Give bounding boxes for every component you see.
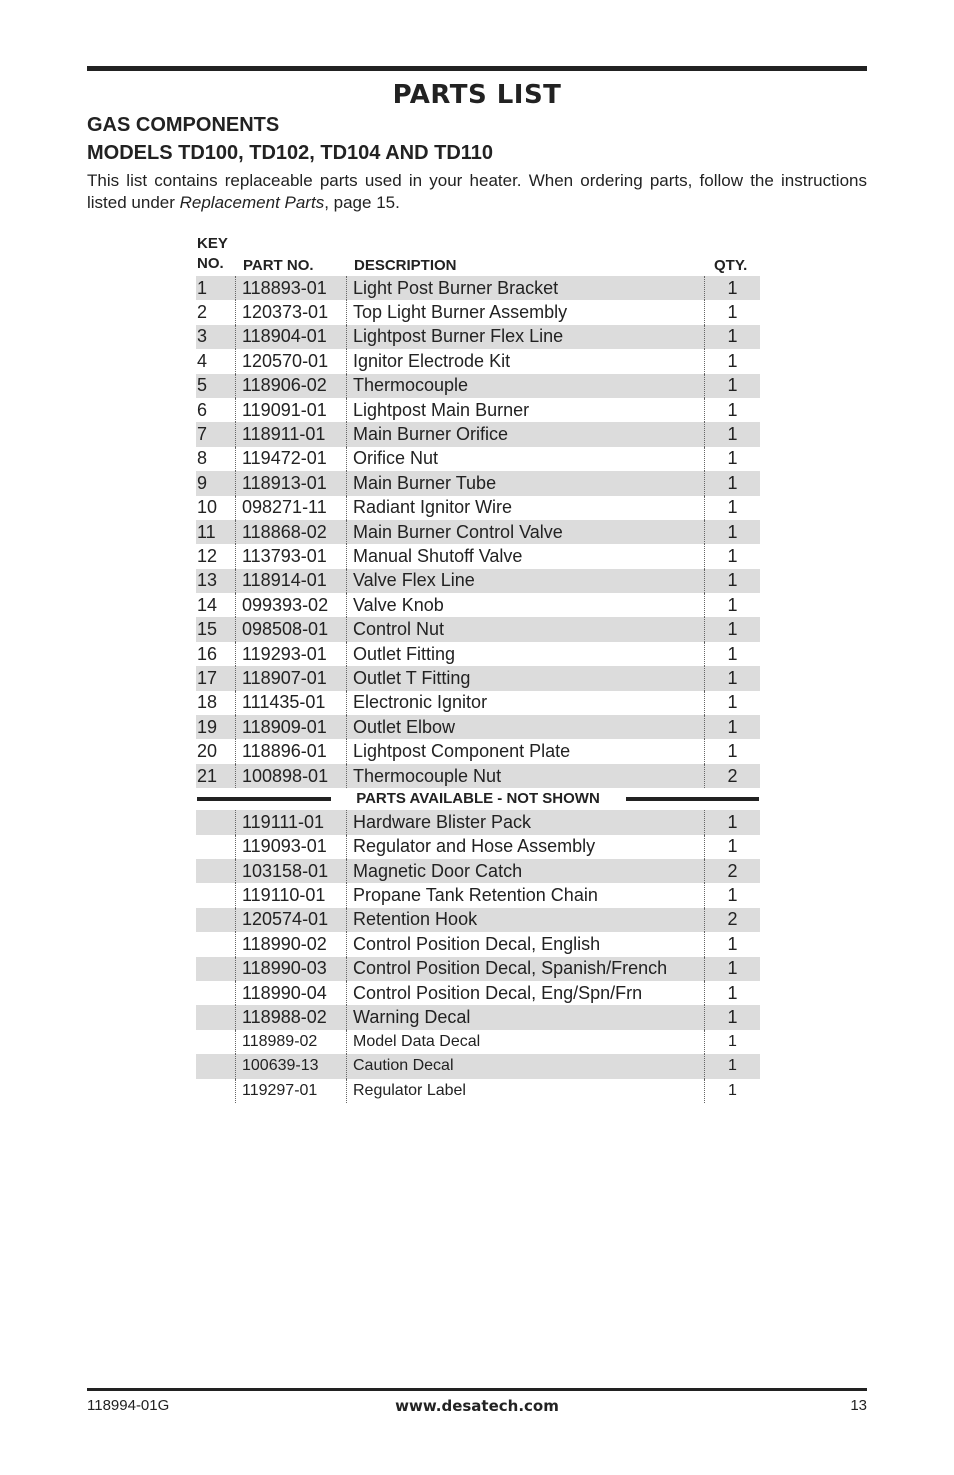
description-cell: Main Burner Orifice [347,422,705,446]
key-no-cell [196,957,236,981]
qty-cell: 1 [727,448,738,469]
top-rule [87,66,867,71]
part-no-cell: 119111-01 [236,810,347,834]
qty-cell: 1 [727,619,738,640]
key-no-cell: 7 [196,422,236,446]
table-row [196,496,760,520]
qty-cell: 1 [727,1007,738,1028]
description-cell: Control Position Decal, Eng/Spn/Frn [347,981,705,1005]
qty-cell: 1 [727,472,738,493]
part-no-cell: 100898-01 [236,764,347,788]
key-no-cell [196,835,236,859]
key-no-cell: 12 [196,544,236,568]
qty-cell: 1 [728,1057,737,1075]
separator-label: PARTS AVAILABLE - NOT SHOWN [356,790,600,808]
qty-cell: 1 [727,326,738,347]
table-header [196,234,760,276]
table-row [196,276,760,300]
description-cell: Propane Tank Retention Chain [347,883,705,907]
part-no-cell: 100639-13 [236,1054,347,1078]
description-cell: Retention Hook [347,908,705,932]
description-cell: Lightpost Burner Flex Line [347,325,705,349]
description-cell: Main Burner Tube [347,471,705,495]
bottom-rule [87,1388,867,1391]
key-no-cell: 5 [196,374,236,398]
qty-cell: 1 [727,302,738,323]
description-cell: Lightpost Component Plate [347,739,705,763]
qty-cell: 1 [727,497,738,518]
extra-parts-rows [196,810,760,1103]
part-no-cell: 118914-01 [236,569,347,593]
description-cell: Warning Decal [347,1005,705,1029]
key-no-cell: 3 [196,325,236,349]
description-cell: Ignitor Electrode Kit [347,349,705,373]
description-cell: Thermocouple Nut [347,764,705,788]
key-no-cell: 1 [196,276,236,300]
table-row [196,691,760,715]
description-cell: Main Burner Control Valve [347,520,705,544]
part-no-cell: 103158-01 [236,859,347,883]
qty-cell: 1 [727,692,738,713]
key-header-line1: KEY [197,235,228,252]
table-row [196,325,760,349]
qty-cell: 2 [727,860,738,881]
key-no-cell: 8 [196,447,236,471]
table-row [196,908,760,932]
table-row [196,957,760,981]
key-no-cell: 9 [196,471,236,495]
parts-rows [196,276,760,788]
key-no-cell: 6 [196,398,236,422]
table-row [196,300,760,324]
part-no-cell: 120570-01 [236,349,347,373]
part-no-cell: 118990-03 [236,957,347,981]
description-cell: Lightpost Main Burner [347,398,705,422]
key-no-cell [196,1079,236,1103]
key-no-cell: 10 [196,496,236,520]
qty-cell: 1 [727,521,738,542]
table-row [196,764,760,788]
part-no-cell: 119293-01 [236,642,347,666]
part-no-cell: 118907-01 [236,666,347,690]
table-row [196,422,760,446]
not-shown-separator [196,788,760,810]
table-row [196,883,760,907]
description-cell: Control Nut [347,617,705,641]
separator-line-right [626,797,759,801]
table-row [196,810,760,834]
key-no-cell: 21 [196,764,236,788]
document-number: 118994-01G [87,1397,170,1414]
part-no-cell: 118868-02 [236,520,347,544]
parts-table [196,234,760,1103]
description-cell: Control Position Decal, Spanish/French [347,957,705,981]
table-row [196,1030,760,1054]
part-no-cell: 111435-01 [236,691,347,715]
qty-cell: 1 [727,958,738,979]
description-cell: Thermocouple [347,374,705,398]
table-row [196,520,760,544]
table-row [196,617,760,641]
qty-cell: 1 [727,375,738,396]
qty-cell: 2 [727,909,738,930]
key-no-cell: 18 [196,691,236,715]
key-header-line2: NO. [197,255,224,272]
description-cell: Radiant Ignitor Wire [347,496,705,520]
table-row [196,739,760,763]
qty-cell: 1 [727,277,738,298]
description-cell: Manual Shutoff Valve [347,544,705,568]
key-no-cell: 4 [196,349,236,373]
description-cell: Valve Flex Line [347,569,705,593]
description-header: DESCRIPTION [354,257,457,274]
part-no-cell: 098271-11 [236,496,347,520]
qty-cell: 1 [727,982,738,1003]
key-no-cell: 16 [196,642,236,666]
description-cell: Orifice Nut [347,447,705,471]
qty-header: QTY. [714,257,748,274]
key-no-header [197,234,228,274]
models-heading: MODELS TD100, TD102, TD104 AND TD110 [87,142,494,164]
key-no-cell [196,981,236,1005]
qty-cell: 1 [727,811,738,832]
part-no-cell: 119093-01 [236,835,347,859]
part-no-cell: 119091-01 [236,398,347,422]
page-title: PARTS LIST [392,80,562,110]
key-no-cell: 11 [196,520,236,544]
table-row [196,642,760,666]
table-row [196,544,760,568]
qty-cell: 1 [727,836,738,857]
description-cell: Regulator Label [347,1079,705,1103]
table-row [196,1005,760,1029]
table-row [196,666,760,690]
part-no-cell: 120373-01 [236,300,347,324]
qty-cell: 1 [727,570,738,591]
part-no-cell: 099393-02 [236,593,347,617]
table-row [196,349,760,373]
key-no-cell [196,932,236,956]
part-no-cell: 118911-01 [236,422,347,446]
key-no-cell [196,883,236,907]
qty-cell: 1 [727,716,738,737]
table-row [196,471,760,495]
intro-text-end: , page 15. [324,193,400,212]
table-row [196,859,760,883]
table-row [196,398,760,422]
part-no-cell: 118909-01 [236,715,347,739]
key-no-cell: 19 [196,715,236,739]
section-heading: GAS COMPONENTS [87,114,280,136]
part-no-cell: 118906-02 [236,374,347,398]
key-no-cell [196,1005,236,1029]
key-no-cell [196,908,236,932]
replacement-parts-reference: Replacement Parts [179,193,325,212]
key-no-cell [196,810,236,834]
description-cell: Control Position Decal, English [347,932,705,956]
part-no-cell: 118896-01 [236,739,347,763]
description-cell: Outlet T Fitting [347,666,705,690]
description-cell: Regulator and Hose Assembly [347,835,705,859]
intro-paragraph [87,170,867,214]
part-no-cell: 119110-01 [236,883,347,907]
description-cell: Top Light Burner Assembly [347,300,705,324]
table-row [196,447,760,471]
part-no-cell: 118988-02 [236,1005,347,1029]
description-cell: Caution Decal [347,1054,705,1078]
qty-cell: 1 [727,594,738,615]
key-no-cell: 14 [196,593,236,617]
table-row [196,715,760,739]
qty-cell: 1 [727,399,738,420]
key-no-cell: 17 [196,666,236,690]
table-row [196,569,760,593]
description-cell: Outlet Fitting [347,642,705,666]
qty-cell: 1 [727,885,738,906]
part-no-cell: 118990-02 [236,932,347,956]
table-row [196,593,760,617]
qty-cell: 1 [727,643,738,664]
part-no-cell: 098508-01 [236,617,347,641]
description-cell: Magnetic Door Catch [347,859,705,883]
part-no-cell: 118913-01 [236,471,347,495]
key-no-cell [196,859,236,883]
qty-cell: 1 [727,350,738,371]
part-no-cell: 113793-01 [236,544,347,568]
key-no-cell: 20 [196,739,236,763]
part-no-cell: 118989-02 [236,1030,347,1054]
qty-cell: 1 [727,741,738,762]
key-no-cell: 15 [196,617,236,641]
part-no-cell: 119472-01 [236,447,347,471]
table-row [196,981,760,1005]
qty-cell: 1 [728,1081,737,1099]
part-no-cell: 120574-01 [236,908,347,932]
key-no-cell [196,1030,236,1054]
website-link[interactable]: www.desatech.com [395,1397,559,1415]
qty-cell: 1 [727,933,738,954]
part-no-cell: 118904-01 [236,325,347,349]
description-cell: Hardware Blister Pack [347,810,705,834]
key-no-cell: 13 [196,569,236,593]
part-no-header: PART NO. [243,257,314,274]
table-row [196,374,760,398]
intro-text-start: This list contains replaceable parts used in your heater. When ordering parts, follow the instructions listed under [87,171,867,212]
part-no-cell: 118893-01 [236,276,347,300]
key-no-cell: 2 [196,300,236,324]
qty-cell: 1 [727,545,738,566]
qty-cell: 1 [727,667,738,688]
description-cell: Valve Knob [347,593,705,617]
page-number: 13 [850,1397,867,1414]
description-cell: Light Post Burner Bracket [347,276,705,300]
qty-cell: 2 [727,765,738,786]
table-row [196,835,760,859]
qty-cell: 1 [728,1032,737,1050]
qty-cell: 1 [727,424,738,445]
description-cell: Model Data Decal [347,1030,705,1054]
description-cell: Electronic Ignitor [347,691,705,715]
part-no-cell: 119297-01 [236,1079,347,1103]
description-cell: Outlet Elbow [347,715,705,739]
table-row [196,1079,760,1103]
table-row [196,1054,760,1078]
table-row [196,932,760,956]
key-no-cell [196,1054,236,1078]
part-no-cell: 118990-04 [236,981,347,1005]
